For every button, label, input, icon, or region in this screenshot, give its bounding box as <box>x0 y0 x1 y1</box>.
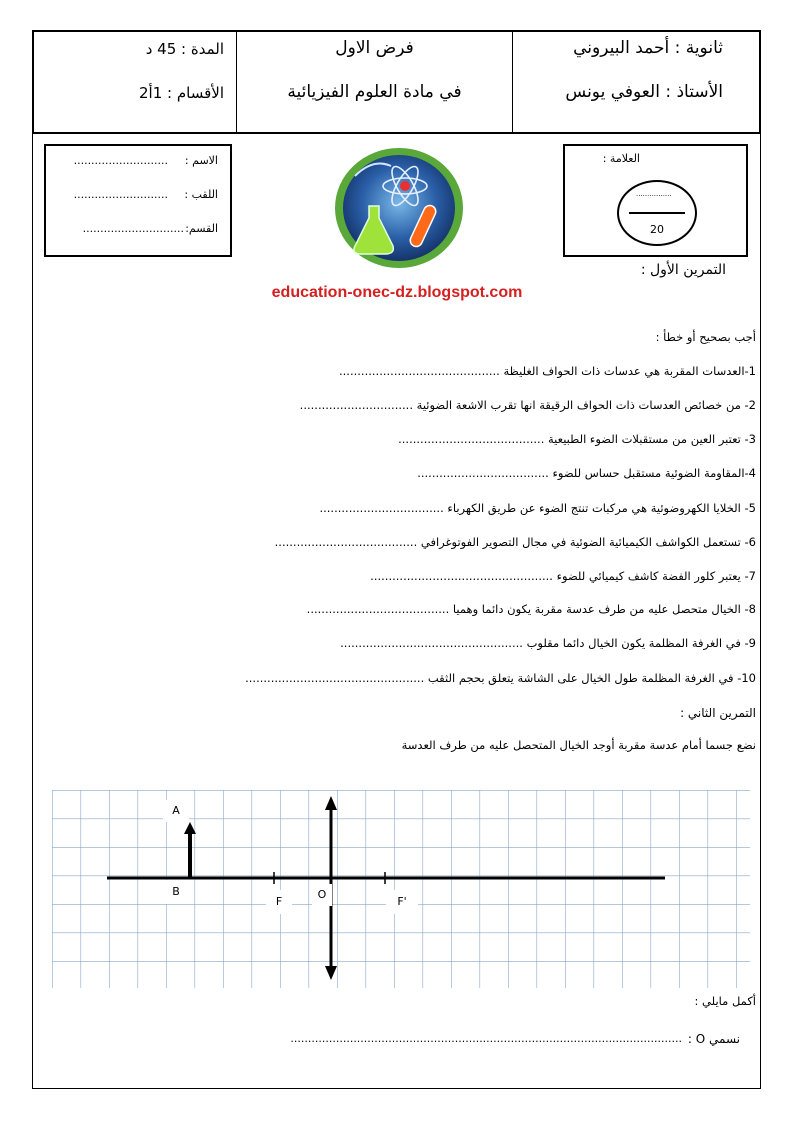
atom-nucleus <box>400 181 410 191</box>
student-info-box <box>44 144 232 257</box>
question-7: 7- يعتبر كلور الفضة كاشف كيميائي للضوء .................................................. <box>370 569 756 583</box>
grade-label: العلامة : <box>602 152 640 165</box>
question-10: 10- في الغرفة المظلمة طول الخيال على الشاشة يتعلق بحجم الثقب ................................................. <box>245 671 756 685</box>
header-duration-cell <box>34 32 237 132</box>
fraction-line <box>629 212 685 214</box>
answer-blank[interactable]: .................................. <box>319 501 444 515</box>
answer-blank[interactable]: ............................................ <box>339 364 500 378</box>
name-o-answer[interactable]: ................................................................................................................ <box>290 1032 682 1045</box>
exercise1-title: التمرين الأول : <box>640 262 726 278</box>
label-a: A <box>163 800 189 822</box>
answer-blank[interactable]: ....................................... <box>274 535 418 549</box>
grade-numerator: ................ <box>636 190 672 198</box>
header-table <box>32 30 761 134</box>
complete-instruction: أكمل مايلي : <box>694 994 756 1008</box>
teacher-name: الأستاذ : العوفي يونس <box>565 82 723 102</box>
question-4: 4-المقاومة الضوئية مستقبل حساس للضوء .................................... <box>417 466 756 480</box>
header-school-cell <box>513 32 759 132</box>
answer-blank[interactable]: ............................... <box>299 398 413 412</box>
question-3: 3- تعتبر العين من مستقبلات الضوء الطبيعية ........................................ <box>398 432 756 446</box>
question-1: 1-العدسات المقربة هي عدسات ذات الحواف الغليظة ............................................ <box>339 364 756 378</box>
label-f: F <box>266 890 292 914</box>
grade-circle <box>617 180 697 246</box>
exercise1-instruction: أجب بصحيح أو خطأ : <box>655 330 756 344</box>
name-field[interactable]: ........................... <box>73 154 168 167</box>
label-b: B <box>163 880 189 904</box>
subject: في مادة العلوم الفيزيائية <box>287 82 462 102</box>
grade-box <box>563 144 748 257</box>
answer-blank[interactable]: .................................................. <box>340 636 523 650</box>
lens-diagram <box>52 790 750 988</box>
exercise2-instruction: نضع جسما أمام عدسة مقربة أوجد الخيال المتحصل عليه من طرف العدسة <box>401 738 756 752</box>
blog-url[interactable]: education-onec-dz.blogspot.com <box>271 284 523 301</box>
answer-blank[interactable]: ................................................. <box>245 671 425 685</box>
label-f-prime: F' <box>386 890 418 914</box>
science-logo <box>333 146 465 270</box>
answer-blank[interactable]: .................................... <box>417 466 549 480</box>
answer-blank[interactable]: ....................................... <box>306 602 450 616</box>
section-label: القسم: <box>185 222 218 235</box>
surname-label: اللقب : <box>184 188 218 201</box>
label-o: O <box>312 884 332 906</box>
answer-blank[interactable]: ........................................ <box>398 432 545 446</box>
question-5: 5- الخلايا الكهروضوئية هي مركبات تنتج الضوء عن طريق الكهرباء .................................. <box>319 501 756 515</box>
exercise2-title: التمرين الثاني : <box>680 706 756 720</box>
grid-paper <box>52 790 750 988</box>
question-8: 8- الخيال متحصل عليه من طرف عدسة مقربة يكون دائما وهميا ....................................... <box>306 602 756 616</box>
name-o-label: نسمي O : <box>687 1032 740 1046</box>
surname-field[interactable]: ........................... <box>73 188 168 201</box>
question-9: 9- في الغرفة المظلمة يكون الخيال دائما مقلوب .................................................. <box>340 636 756 650</box>
school-name: ثانوية : أحمد البيروني <box>573 38 723 58</box>
duration: المدة : 45 د <box>145 40 224 58</box>
name-label: الاسم : <box>184 154 218 167</box>
grade-denominator: 20 <box>650 223 664 236</box>
classes: الأقسام : 1أ2 <box>139 84 224 102</box>
question-6: 6- تستعمل الكواشف الكيميائية الضوئية في مجال التصوير الفوتوغرافي ....................................... <box>274 535 756 549</box>
answer-blank[interactable]: .................................................. <box>370 569 553 583</box>
question-2: 2- من خصائص العدسات ذات الحواف الرقيقة انها تقرب الاشعة الضوئية ............................... <box>299 398 756 412</box>
header-title-cell <box>237 32 513 132</box>
section-field[interactable]: ............................. <box>82 222 184 235</box>
exam-title: فرض الاول <box>335 38 414 58</box>
